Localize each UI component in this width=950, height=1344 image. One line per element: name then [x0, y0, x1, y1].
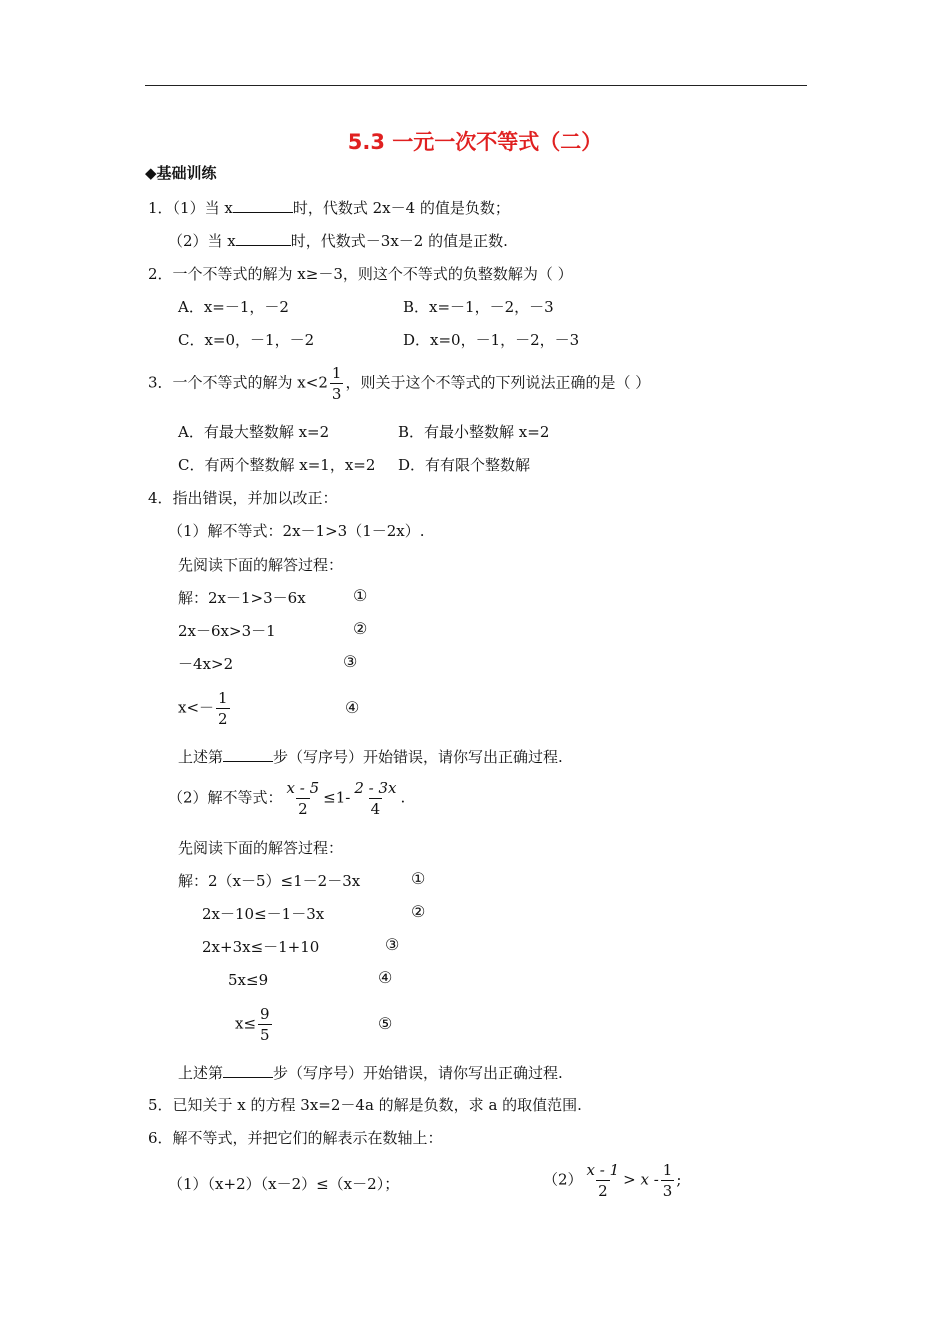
q3-option-b: B．有最小整数解 x=2 [398, 423, 550, 441]
page-title: 5.3 一元一次不等式（二） [347, 130, 603, 154]
q2-option-c: C．x=0，－1，－2 [178, 331, 315, 349]
q6-part2-fraction-1 [585, 1160, 622, 1201]
q1-part1-text-end: 时，代数式 2x－4 的值是负数； [292, 199, 510, 217]
q4-step-4 [178, 688, 232, 729]
fraction-numerator: x - 5 [286, 779, 320, 797]
q4-solution-step-1: 解：2（x－5）≤1－2－3x [178, 872, 361, 890]
q4-part2 [168, 778, 405, 819]
fraction-denominator: 3 [662, 1182, 673, 1200]
q3-option-a: A．有最大整数解 x=2 [178, 423, 330, 441]
q4-step-1: 解：2x－1>3－6x [178, 589, 306, 607]
fraction-numerator: x - 1 [586, 1161, 620, 1179]
q2-option-a: A．x=－1，－2 [178, 298, 289, 316]
q4-part2-fraction-1 [285, 778, 322, 819]
step-marker-4: ④ [345, 698, 360, 717]
answer-blank [236, 230, 291, 246]
q1-part2-text-end: 时，代数式－3x－2 的值是正数. [290, 232, 508, 250]
q4-part2-operator: ≤1- [323, 788, 351, 807]
q4-error-prompt-1 [178, 746, 563, 767]
q6-stem: 6．解不等式，并把它们的解表示在数轴上： [148, 1129, 443, 1147]
fraction-numerator: 1 [218, 689, 228, 707]
q1-part1-text: 1．（1）当 x [148, 199, 233, 217]
step-marker-3: ③ [343, 652, 358, 671]
q2-option-b: B．x=－1，－2，－3 [403, 298, 554, 316]
q4-part2-text: （2）解不等式： [168, 788, 283, 807]
q6-part2-end: ; [676, 1170, 682, 1189]
error-prompt-text: 上述第 [178, 1064, 224, 1082]
q4-part1: （1）解不等式：2x－1>3（1－2x）. [168, 522, 425, 540]
q3-stem-text: 3．一个不等式的解为 x<2 [148, 373, 328, 392]
q4-step-2: 2x－6x>3－1 [178, 622, 276, 640]
error-prompt-text-end: 步（写序号）开始错误，请你写出正确过程. [273, 748, 563, 766]
q6-part2-operator: > x - [623, 1170, 659, 1189]
q4-part2-fraction-2 [352, 778, 398, 819]
q1-part2 [168, 230, 508, 251]
fraction-numerator: 1 [662, 1161, 673, 1179]
q4-solution-step-5 [235, 1004, 274, 1045]
q1-part2-text: （2）当 x [168, 232, 236, 250]
header-rule [145, 85, 807, 86]
q4-step-3: －4x>2 [178, 655, 234, 673]
q4-read-1: 先阅读下面的解答过程： [178, 556, 344, 574]
fraction-numerator: 9 [260, 1005, 270, 1023]
q6-part2-text: （2） [543, 1170, 583, 1189]
fraction-denominator: 4 [370, 800, 381, 818]
q4-solution-step-4: 5x≤9 [228, 971, 269, 989]
fraction-denominator: 2 [218, 710, 228, 728]
step-marker-4: ④ [378, 968, 393, 987]
q6-part2-fraction-2 [661, 1160, 675, 1201]
q6-part2 [543, 1160, 681, 1201]
fraction-denominator: 5 [260, 1026, 270, 1044]
answer-blank [223, 1062, 273, 1078]
step-marker-2: ② [411, 902, 426, 921]
step-marker-3: ③ [385, 935, 400, 954]
q3-fraction [330, 363, 344, 404]
fraction-denominator: 3 [331, 385, 342, 403]
answer-blank [223, 746, 273, 762]
q5-stem: 5．已知关于 x 的方程 3x=2－4a 的解是负数，求 a 的取值范围. [148, 1096, 582, 1114]
fraction-denominator: 2 [298, 800, 308, 818]
q4-part2-end: . [400, 788, 406, 807]
step-marker-5: ⑤ [378, 1014, 393, 1033]
q4-error-prompt-2 [178, 1062, 563, 1083]
section-heading: ◆基础训练 [145, 164, 217, 182]
error-prompt-text: 上述第 [178, 748, 224, 766]
q4-solution-step-2: 2x－10≤－1－3x [202, 905, 325, 923]
q6-part1: （1）（x+2）（x－2）≤（x－2）； [168, 1175, 400, 1193]
q4-read-2: 先阅读下面的解答过程： [178, 839, 344, 857]
step-marker-1: ① [411, 869, 426, 888]
q3-stem-text-end: ，则关于这个不等式的下列说法正确的是（ ） [345, 373, 651, 392]
fraction-denominator: 2 [598, 1182, 608, 1200]
fraction-numerator: 1 [331, 364, 342, 382]
q4-stem: 4．指出错误，并加以改正： [148, 489, 338, 507]
q3-stem [148, 363, 650, 404]
q4-solution-step-5-text: x≤ [235, 1014, 257, 1033]
q2-stem: 2．一个不等式的解为 x≥－3，则这个不等式的负整数解为（ ） [148, 265, 573, 283]
error-prompt-text-end: 步（写序号）开始错误，请你写出正确过程. [273, 1064, 563, 1082]
q4-step-4-fraction [216, 688, 230, 729]
q4-step-4-text: x<－ [178, 698, 215, 717]
q4-solution-step-3: 2x+3x≤－1+10 [202, 938, 320, 956]
q4-solution-step-5-fraction [258, 1004, 272, 1045]
step-marker-2: ② [353, 619, 368, 638]
q3-option-d: D．有有限个整数解 [398, 456, 531, 474]
q2-option-d: D．x=0，－1，－2，－3 [403, 331, 580, 349]
q1-part1 [148, 197, 510, 218]
step-marker-1: ① [353, 586, 368, 605]
answer-blank [233, 197, 293, 213]
q3-option-c: C．有两个整数解 x=1，x=2 [178, 456, 376, 474]
fraction-numerator: 2 - 3x [354, 779, 397, 797]
